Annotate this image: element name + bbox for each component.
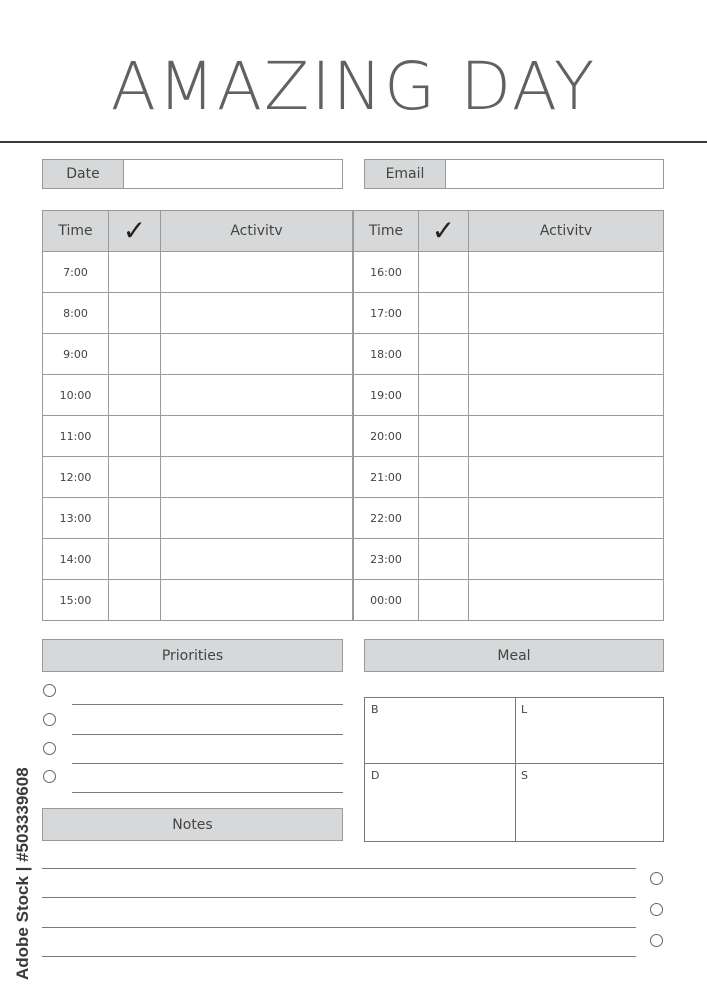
check-cell[interactable] xyxy=(109,498,161,539)
check-cell[interactable] xyxy=(109,293,161,334)
table-row xyxy=(43,457,353,498)
time-cell: 9:00 xyxy=(43,334,109,375)
table-row xyxy=(354,252,664,293)
time-cell: 11:00 xyxy=(43,416,109,457)
schedule-table-left xyxy=(42,210,353,621)
check-cell[interactable] xyxy=(109,580,161,621)
activity-cell[interactable] xyxy=(161,334,353,375)
stock-id-text: Adobe Stock | #503339608 xyxy=(13,767,32,980)
table-row xyxy=(354,293,664,334)
notes-line[interactable] xyxy=(42,956,636,957)
time-header: Time xyxy=(354,211,419,252)
circle-bullet-icon[interactable] xyxy=(650,872,663,885)
meal-lunch-label: L xyxy=(521,703,528,716)
meal-dinner-label: D xyxy=(371,769,380,782)
notes-line[interactable] xyxy=(42,897,636,898)
date-input[interactable] xyxy=(124,160,342,188)
check-cell[interactable] xyxy=(419,375,469,416)
email-field xyxy=(364,159,664,189)
activity-cell[interactable] xyxy=(469,334,664,375)
check-cell[interactable] xyxy=(109,252,161,293)
time-cell: 22:00 xyxy=(354,498,419,539)
activity-cell[interactable] xyxy=(161,539,353,580)
circle-bullet-icon[interactable] xyxy=(43,684,56,697)
email-label: Email xyxy=(365,160,446,188)
table-row xyxy=(43,580,353,621)
circle-bullet-icon[interactable] xyxy=(43,713,56,726)
schedule-table-right xyxy=(353,210,664,621)
time-header: Time xyxy=(43,211,109,252)
time-cell: 21:00 xyxy=(354,457,419,498)
check-cell[interactable] xyxy=(109,416,161,457)
activity-cell[interactable] xyxy=(469,498,664,539)
title-divider xyxy=(0,141,707,143)
activity-cell[interactable] xyxy=(161,293,353,334)
check-cell[interactable] xyxy=(109,375,161,416)
check-cell[interactable] xyxy=(419,580,469,621)
date-label: Date xyxy=(43,160,124,188)
activity-header: Activitv xyxy=(469,211,664,252)
check-cell[interactable] xyxy=(109,539,161,580)
priority-line[interactable] xyxy=(72,792,343,793)
time-cell: 8:00 xyxy=(43,293,109,334)
time-cell: 19:00 xyxy=(354,375,419,416)
priority-line[interactable] xyxy=(72,763,343,764)
time-cell: 12:00 xyxy=(43,457,109,498)
check-icon: ✓ xyxy=(122,214,147,247)
priority-line[interactable] xyxy=(72,734,343,735)
table-row xyxy=(354,334,664,375)
table-row xyxy=(354,457,664,498)
meal-divider xyxy=(365,763,663,764)
priorities-header: Priorities xyxy=(42,639,343,672)
time-cell: 14:00 xyxy=(43,539,109,580)
circle-bullet-icon[interactable] xyxy=(43,742,56,755)
meal-breakfast-label: B xyxy=(371,703,379,716)
table-row xyxy=(43,539,353,580)
activity-cell[interactable] xyxy=(469,375,664,416)
check-cell[interactable] xyxy=(419,539,469,580)
time-cell: 7:00 xyxy=(43,252,109,293)
check-cell[interactable] xyxy=(419,457,469,498)
date-field xyxy=(42,159,343,189)
table-row xyxy=(354,375,664,416)
table-row xyxy=(43,293,353,334)
check-cell[interactable] xyxy=(419,498,469,539)
time-cell: 16:00 xyxy=(354,252,419,293)
check-header xyxy=(419,211,469,252)
notes-line[interactable] xyxy=(42,927,636,928)
notes-header: Notes xyxy=(42,808,343,841)
activity-cell[interactable] xyxy=(469,252,664,293)
time-cell: 15:00 xyxy=(43,580,109,621)
meal-divider xyxy=(515,698,516,841)
circle-bullet-icon[interactable] xyxy=(43,770,56,783)
meal-snack-label: S xyxy=(521,769,528,782)
activity-cell[interactable] xyxy=(161,375,353,416)
meal-grid xyxy=(364,697,664,842)
time-cell: 13:00 xyxy=(43,498,109,539)
activity-cell[interactable] xyxy=(469,457,664,498)
activity-cell[interactable] xyxy=(469,416,664,457)
table-row xyxy=(43,252,353,293)
time-cell: 17:00 xyxy=(354,293,419,334)
activity-cell[interactable] xyxy=(161,498,353,539)
table-row xyxy=(43,334,353,375)
activity-cell[interactable] xyxy=(161,252,353,293)
table-row xyxy=(43,375,353,416)
activity-cell[interactable] xyxy=(161,457,353,498)
activity-cell[interactable] xyxy=(161,416,353,457)
stock-watermark xyxy=(8,760,38,990)
activity-header: Activitv xyxy=(161,211,353,252)
time-cell: 20:00 xyxy=(354,416,419,457)
circle-bullet-icon[interactable] xyxy=(650,934,663,947)
priority-line[interactable] xyxy=(72,704,343,705)
check-cell[interactable] xyxy=(419,334,469,375)
email-input[interactable] xyxy=(446,160,663,188)
circle-bullet-icon[interactable] xyxy=(650,903,663,916)
table-row xyxy=(354,416,664,457)
check-cell[interactable] xyxy=(109,457,161,498)
table-row xyxy=(354,580,664,621)
time-cell: 18:00 xyxy=(354,334,419,375)
table-row xyxy=(43,416,353,457)
time-cell: 10:00 xyxy=(43,375,109,416)
check-cell[interactable] xyxy=(109,334,161,375)
time-cell: 23:00 xyxy=(354,539,419,580)
meal-header: Meal xyxy=(364,639,664,672)
notes-line[interactable] xyxy=(42,868,636,869)
activity-cell[interactable] xyxy=(161,580,353,621)
check-cell[interactable] xyxy=(419,293,469,334)
activity-cell[interactable] xyxy=(469,580,664,621)
page-title: AMAZING DAY xyxy=(110,48,597,125)
time-cell: 00:00 xyxy=(354,580,419,621)
check-icon: ✓ xyxy=(431,214,456,247)
activity-cell[interactable] xyxy=(469,539,664,580)
check-cell[interactable] xyxy=(419,252,469,293)
table-row xyxy=(43,498,353,539)
table-row xyxy=(354,498,664,539)
table-row xyxy=(354,539,664,580)
activity-cell[interactable] xyxy=(469,293,664,334)
check-cell[interactable] xyxy=(419,416,469,457)
check-header xyxy=(109,211,161,252)
